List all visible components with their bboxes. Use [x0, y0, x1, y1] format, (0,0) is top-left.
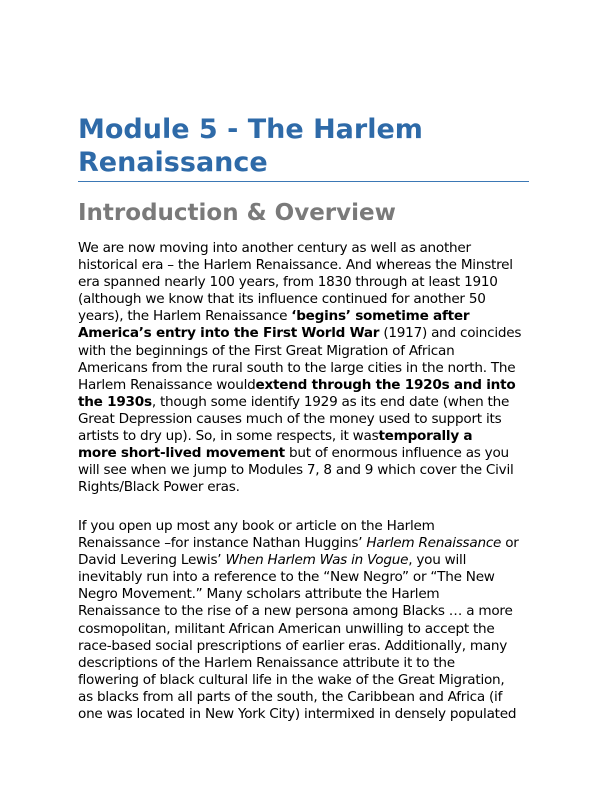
- text-line: race-based social prescriptions of earlier eras. Additionally, many: [78, 637, 508, 654]
- section-heading: Introduction & Overview: [78, 200, 396, 226]
- text-line: [78, 394, 538, 411]
- text-line: inevitably run into a reference to the “New Negro” or “The New: [78, 569, 495, 586]
- book-title: When Harlem Was in Vogue: [225, 552, 409, 569]
- title-divider: [78, 181, 529, 182]
- text-run: artists to dry up). So, in some respects, it was: [78, 428, 379, 445]
- text-line: historical era – the Harlem Renaissance. And whereas the Minstrel: [78, 257, 513, 274]
- bold-phrase: the 1930s: [78, 393, 152, 410]
- bold-phrase: ‘begins’ sometime after: [291, 308, 470, 325]
- page-title-line: Module 5 - The Harlem: [78, 114, 423, 145]
- page-title: [78, 113, 530, 179]
- text-run: Renaissance –for instance Nathan Huggins’: [78, 535, 367, 552]
- text-line: [78, 308, 538, 325]
- text-line: [78, 552, 538, 569]
- text-line: [78, 445, 538, 462]
- text-line: Americans from the rural south to the large cities in the north. The: [78, 359, 516, 376]
- text-line: If you open up most any book or article on the Harlem: [78, 518, 435, 534]
- text-line: [78, 377, 538, 394]
- text-line: will see when we jump to Modules 7, 8 and 9 which cover the Civil: [78, 462, 514, 479]
- text-line: with the beginnings of the First Great Migration of African: [78, 342, 455, 359]
- text-run: but of enormous influence as you: [284, 445, 509, 462]
- bold-phrase: more short-lived movement: [78, 445, 285, 462]
- text-line: [78, 325, 538, 342]
- text-line: one was located in New York City) intermixed in densely populated: [78, 706, 517, 723]
- text-line: Rights/Black Power eras.: [78, 479, 240, 496]
- text-line: Great Depression causes much of the money used to support its: [78, 410, 502, 427]
- text-run: , you will: [408, 552, 467, 569]
- text-run: David Levering Lewis’: [78, 552, 226, 569]
- text-line: as blacks from all parts of the south, the Caribbean and Africa (if: [78, 688, 503, 705]
- page-title-line: Renaissance: [78, 147, 268, 178]
- bold-phrase: America’s entry into the First World War: [78, 325, 380, 342]
- text-line: era spanned nearly 100 years, from 1830 through at least 1910: [78, 274, 498, 291]
- text-run: or: [501, 535, 519, 552]
- text-run: years), the Harlem Renaissance: [78, 308, 292, 325]
- text-line: [78, 535, 538, 552]
- text-line: flowering of black cultural life in the wake of the Great Migration,: [78, 671, 505, 688]
- bold-phrase: temporally a: [378, 428, 473, 445]
- text-line: We are now moving into another century as well as another: [78, 240, 471, 256]
- text-line: (although we know that its influence continued for another 50: [78, 291, 486, 308]
- text-line: Renaissance to the rise of a new persona among Blacks … a more: [78, 603, 513, 620]
- bold-phrase: extend through the 1920s and into: [255, 376, 516, 393]
- paragraph-intro: [78, 240, 538, 496]
- text-run: (1917) and coincides: [379, 325, 522, 342]
- text-run: Harlem Renaissance would: [78, 376, 256, 393]
- text-line: Negro Movement.” Many scholars attribute the Harlem: [78, 586, 440, 603]
- text-line: cosmopolitan, militant African American unwilling to accept the: [78, 620, 495, 637]
- text-run: , though some identify 1929 as its end date (when the: [151, 393, 510, 410]
- book-title: Harlem Renaissance: [366, 535, 502, 552]
- paragraph-new-negro: [78, 518, 538, 723]
- text-line: [78, 428, 538, 445]
- text-line: descriptions of the Harlem Renaissance attribute it to the: [78, 654, 455, 671]
